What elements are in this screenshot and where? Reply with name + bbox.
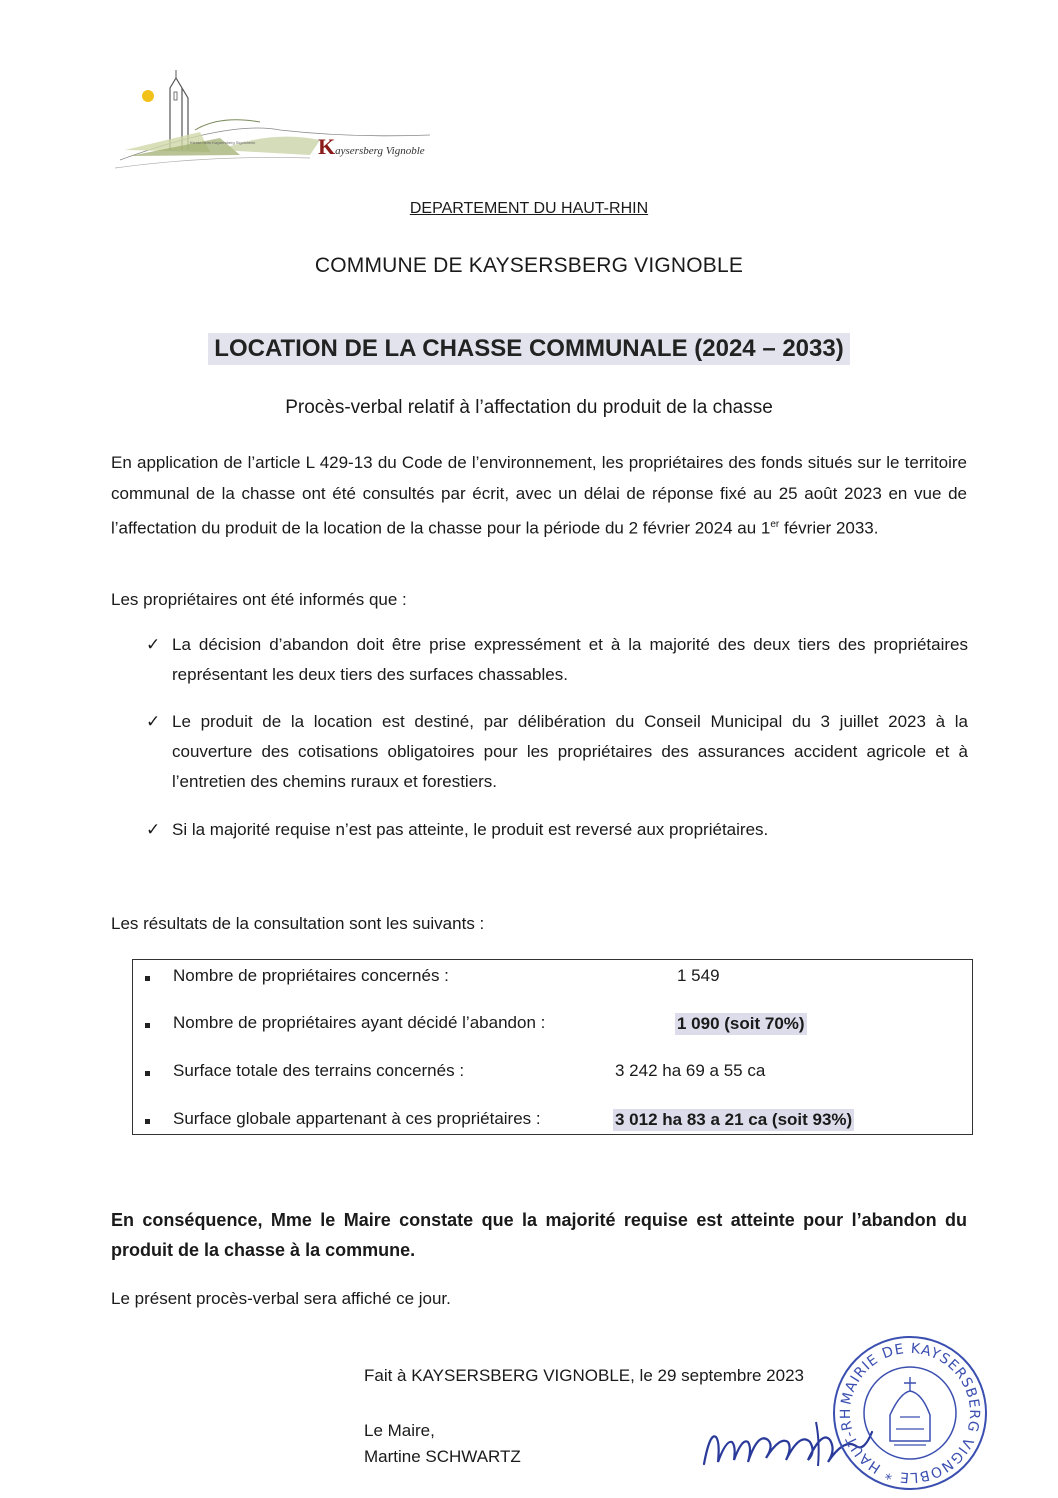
signatory-name: Martine SCHWARTZ [364,1447,521,1466]
result-value: 3 012 ha 83 a 21 ca (soit 93%) [615,1110,853,1129]
checkmark-icon: ✓ [146,712,161,731]
result-row [133,1013,974,1039]
logo-wordmark [318,134,425,160]
svg-text:MAIRIE DE KAYSERSBERG VIGNOBLE: MAIRIE DE KAYSERSBERG VIGNOBLE * HAUT-RH [837,1340,983,1486]
conclusion: En conséquence, Mme le Maire constate que la majorité requise est atteinte pour l’abandon du produit de la chasse à la commune. [111,1210,967,1260]
main-paragraph-end: février 2033. [779,518,879,538]
square-bullet-icon [145,1071,150,1076]
document-subtitle: Procès-verbal relatif à l’affectation du produit de la chasse [285,397,773,418]
result-value: 1 090 (soit 70%) [677,1014,805,1033]
check-item [146,815,968,845]
result-value: 3 242 ha 69 a 55 ca [615,1061,766,1080]
title-wrap [0,333,1058,365]
checkmark-icon: ✓ [146,820,161,839]
affichage-note: Le présent procès-verbal sera affiché ce jour. [111,1289,451,1308]
check-item-text: Le produit de la location est destiné, par délibération du Conseil Municipal du 3 juillet 2023 à la couverture des cotisations obligatoires pour les propriétaires des assurances accident agricole et à l’entretien des chemins ruraux et forestiers. [172,712,968,791]
square-bullet-icon [145,976,150,981]
result-label: Nombre de propriétaires concernés : [173,966,449,985]
result-value: 1 549 [677,966,720,985]
result-label: Surface totale des terrains concernés : [173,1061,465,1080]
informed-intro: Les propriétaires ont été informés que : [111,590,407,609]
result-row [133,966,974,992]
main-paragraph-text: En application de l’article L 429-13 du Code de l’environnement, les propriétaires des fonds situés sur le territoire communal de la chasse ont été consultés par écrit, avec un délai de réponse fixé au 25 août 2023 en vue de l’affectation du produit de la location de la chasse pour la période du 2 février 2024 au 1 [111,453,967,538]
signatory-role: Le Maire, [364,1421,435,1440]
logo-wordmark-rest: aysersberg Vignoble [335,145,425,157]
commune-logo [110,60,440,175]
logo-initial: K [318,134,336,159]
checkmark-icon: ✓ [146,635,161,654]
document-title: LOCATION DE LA CHASSE COMMUNALE (2024 – 2033) [208,333,849,365]
result-row [133,1061,974,1087]
result-label: Nombre de propriétaires ayant décidé l’abandon : [173,1013,546,1032]
main-paragraph [111,447,967,544]
results-intro: Les résultats de la consultation sont les suivants : [111,914,485,933]
result-row [133,1109,974,1135]
commune-heading: COMMUNE DE KAYSERSBERG VIGNOBLE [314,254,744,277]
stamp-graphic [830,1333,990,1493]
square-bullet-icon [145,1119,150,1124]
result-label: Surface globale appartenant à ces propriétaires : [173,1109,541,1128]
check-item [146,630,968,690]
department-heading: DEPARTEMENT DU HAUT-RHIN [409,200,649,217]
place-date: Fait à KAYSERSBERG VIGNOBLE, le 29 septembre 2023 [364,1366,804,1385]
logo-small-text: Kientz-heim Kaysersberg Sigolsheim [190,140,256,145]
official-stamp [830,1333,990,1493]
main-paragraph-sup: er [770,519,780,530]
results-box [132,959,973,1135]
signatory [364,1418,521,1470]
check-item [146,707,968,797]
check-item-text: Si la majorité requise n’est pas atteinte, le produit est reversé aux propriétaires. [172,820,769,839]
square-bullet-icon [145,1023,150,1028]
check-item-text: La décision d’abandon doit être prise expressément et à la majorité des deux tiers des propriétaires représentant les deux tiers des surfaces chassables. [172,635,968,684]
